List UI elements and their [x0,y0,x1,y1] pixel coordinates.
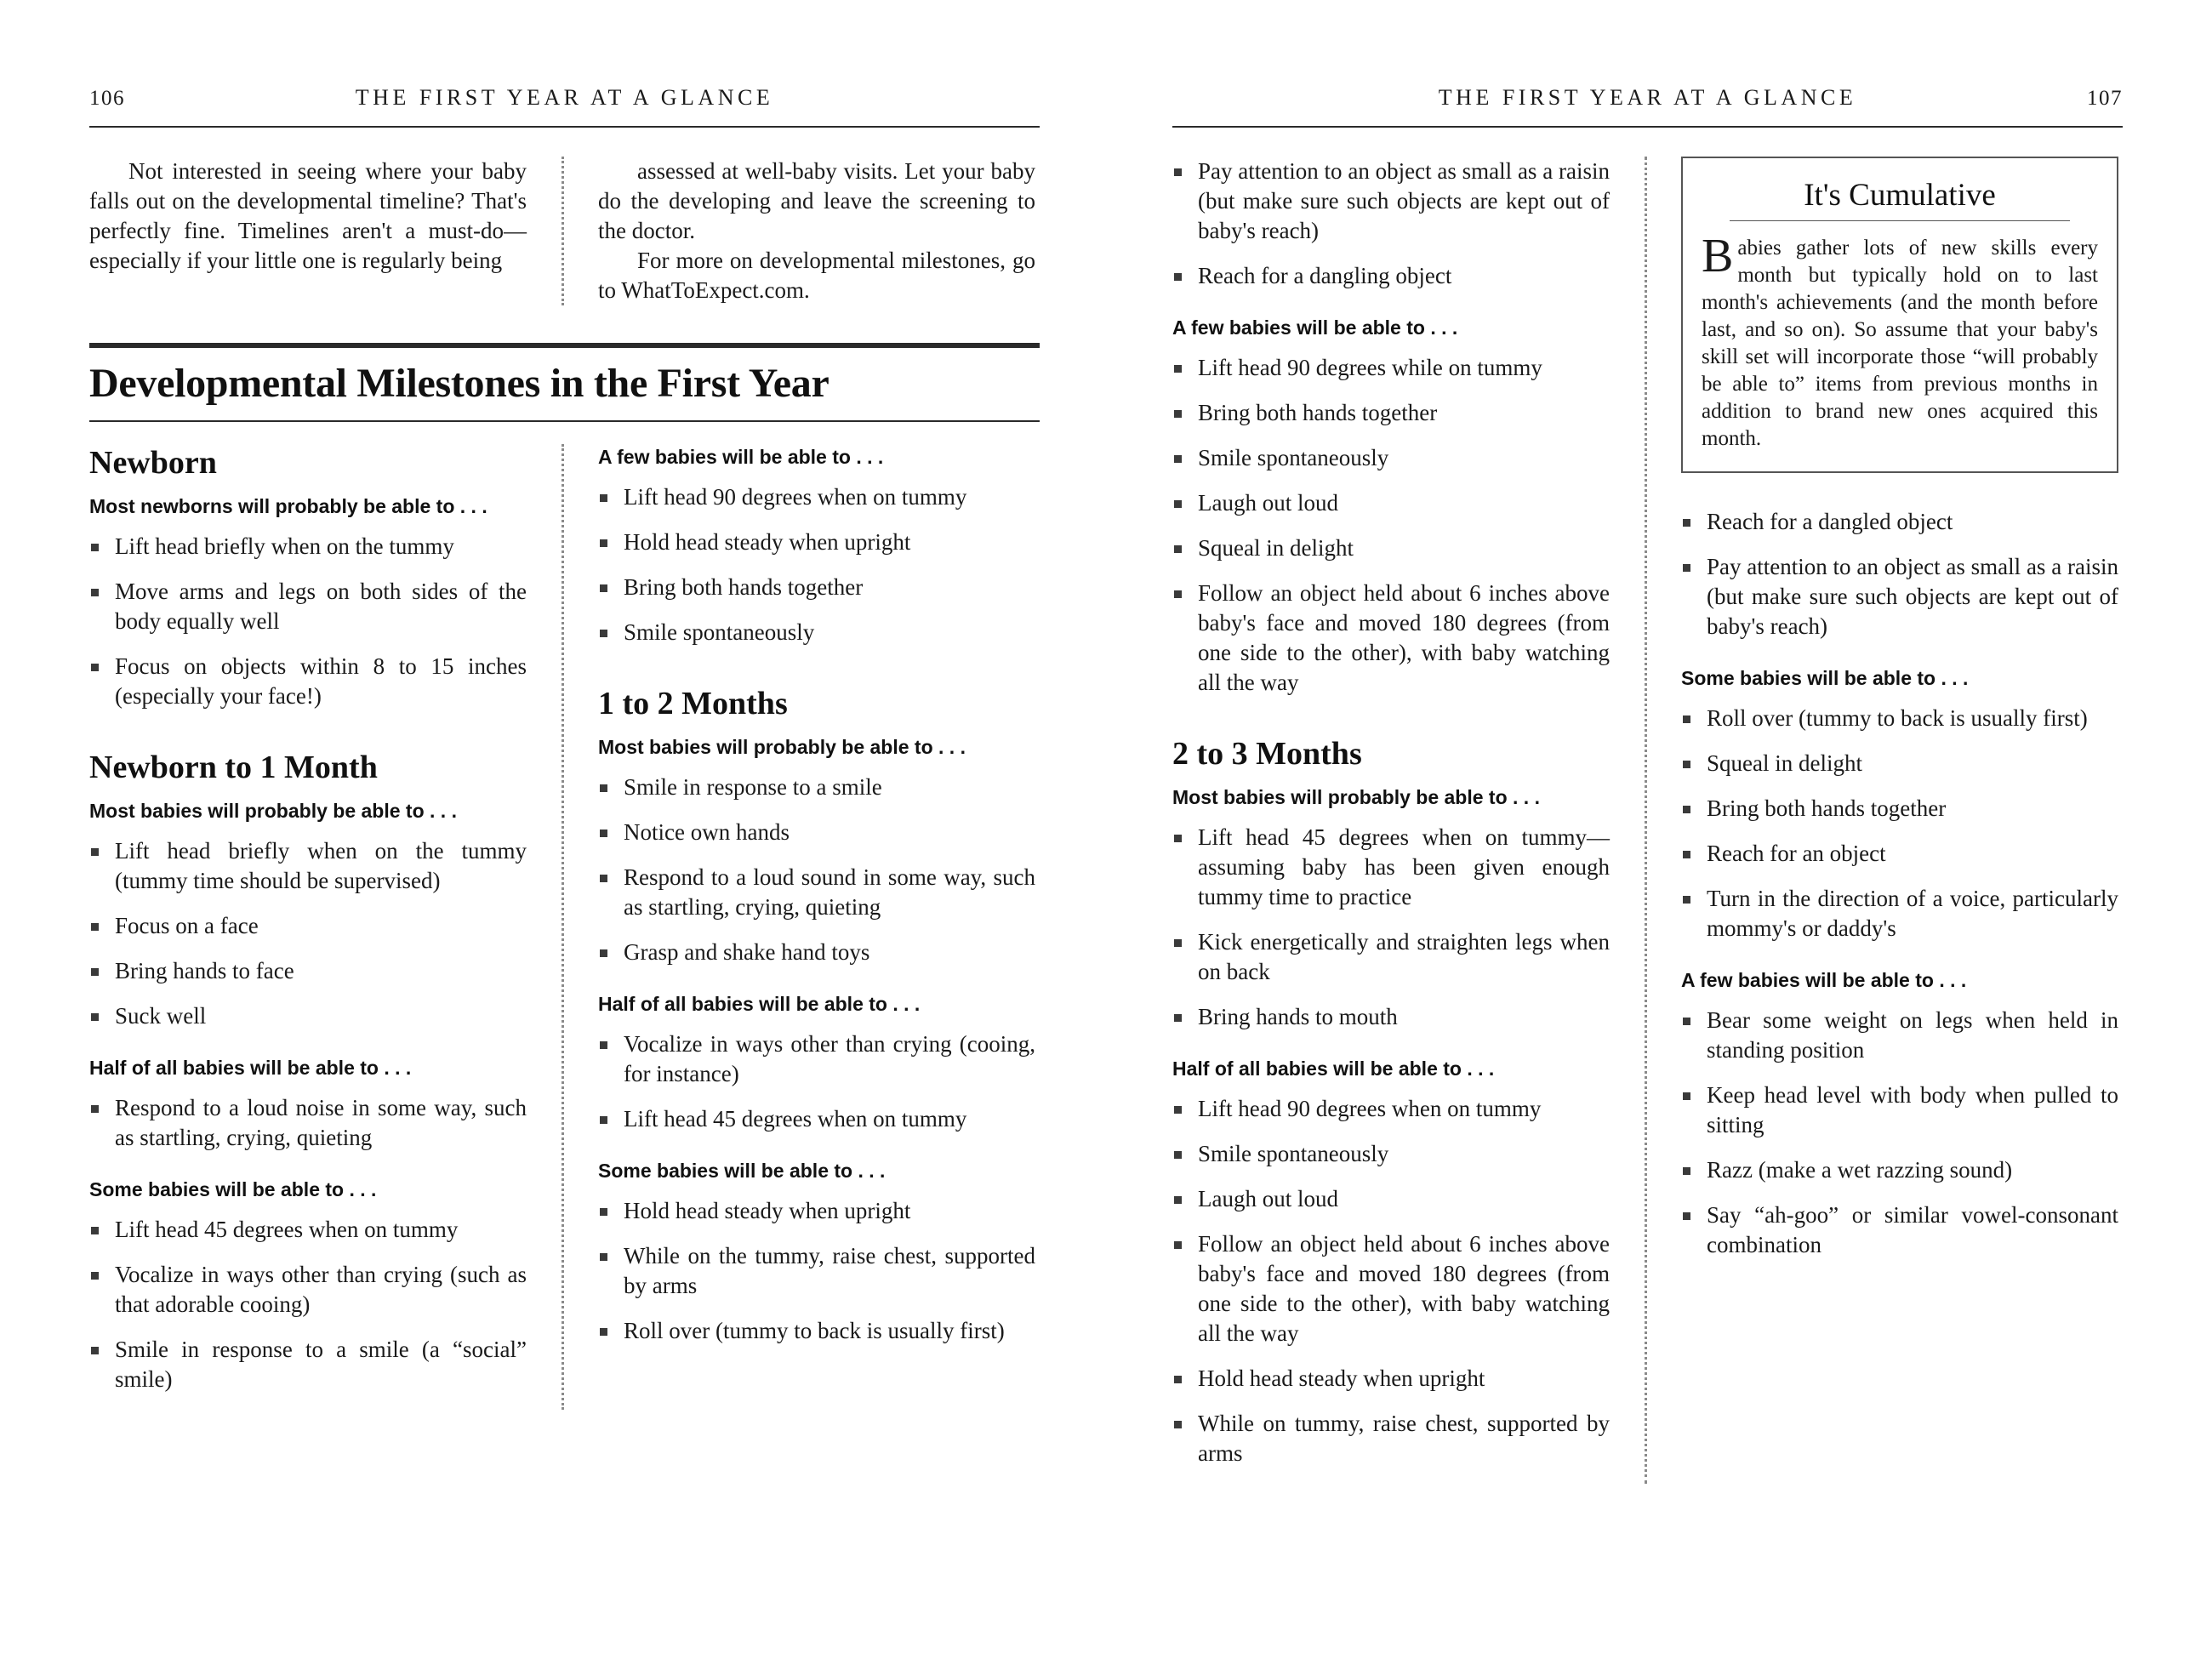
dotted-rule [1645,157,1647,1484]
milestones-columns-left [89,444,1040,1410]
milestone-list [89,532,527,711]
list-item: Pay attention to an object as small as a raisin (but make sure such objects are kept out of baby's reach) [1681,552,2118,641]
list-item: Focus on objects within 8 to 15 inches (especially your face!) [89,652,527,711]
list-item: Move arms and legs on both sides of the body equally well [89,577,527,636]
list-item: Bring both hands together [1172,398,1610,428]
list-item: Smile spontaneously [1172,1139,1610,1169]
list-item: Hold head steady when upright [1172,1364,1610,1394]
list-item: Laugh out loud [1172,488,1610,518]
milestone-list [89,1215,527,1394]
list-item: Follow an object held about 6 inches above baby's face and moved 180 degrees (from one side to the other), with baby watching all the way [1172,1229,1610,1348]
milestone-list [1681,1006,2118,1260]
intro-paragraph-3: For more on developmental milestones, go to WhatToExpect.com. [598,248,1035,303]
list-item: Roll over (tummy to back is usually first) [598,1316,1035,1346]
list-heading: Half of all babies will be able to . . . [89,1057,412,1079]
right-page [1106,0,2212,1659]
milestone-list [1172,353,1610,698]
list-item: Lift head 45 degrees when on tummy [598,1104,1035,1134]
list-heading: Some babies will be able to . . . [1681,667,1969,689]
list-item: Say “ah-goo” or similar vowel-consonant combination [1681,1200,2118,1260]
list-item: Lift head 90 degrees while on tummy [1172,353,1610,383]
milestone-list [598,772,1035,967]
milestone-list [1681,507,2118,641]
list-item: Laugh out loud [1172,1184,1610,1214]
dotted-rule [562,157,564,305]
milestone-list [89,836,527,1031]
list-item: Squeal in delight [1172,533,1610,563]
section-title: Developmental Milestones in the First Year [89,361,830,406]
milestone-list [1681,704,2118,944]
list-item: Bear some weight on legs when held in standing position [1681,1006,2118,1065]
list-item: Grasp and shake hand toys [598,938,1035,967]
list-heading: A few babies will be able to . . . [598,446,884,468]
list-item: Smile in response to a smile (a “social” smile) [89,1335,527,1394]
section-rule [89,420,1040,422]
milestones-column-4 [1681,157,2118,1484]
list-item: Focus on a face [89,911,527,941]
list-item: Keep head level with body when pulled to sitting [1681,1080,2118,1140]
milestone-list [1172,157,1610,291]
sidebar-text: abies gather lots of new skills every month but typically hold on to last month's achievements (and the month before last, and so on). So assume that your baby's skill set will incorporate those “will probably be able to” items from previous months in addition to brand new ones acquired this month. [1702,237,2098,450]
column-divider [527,157,598,305]
list-heading: A few babies will be able to . . . [1172,316,1458,339]
milestones-columns-right [1172,157,2123,1484]
milestone-list [1172,823,1610,1032]
milestone-list [598,1029,1035,1134]
sidebar-title-rule [1730,220,2071,221]
age-heading-newborn: Newborn [89,445,217,481]
list-item: Squeal in delight [1681,749,2118,778]
list-item: While on tummy, raise chest, supported by arms [1172,1409,1610,1468]
list-item: Lift head 45 degrees when on tummy [89,1215,527,1245]
list-item: Roll over (tummy to back is usually first) [1681,704,2118,733]
section-heading-block [89,343,1040,407]
list-heading: Half of all babies will be able to . . . [1172,1058,1495,1080]
intro-paragraph-2: assessed at well-baby visits. Let your baby do the developing and leave the screening to the doctor. [598,158,1035,243]
list-item: Lift head 45 degrees when on tummy—assuming baby has been given enough tummy time to practice [1172,823,1610,912]
list-item: Pay attention to an object as small as a raisin (but make sure such objects are kept out of baby's reach) [1172,157,1610,246]
milestone-list [598,482,1035,647]
list-item: Vocalize in ways other than crying (such as that adorable cooing) [89,1260,527,1320]
list-heading: Most babies will probably be able to . . . [598,736,966,758]
list-item: Lift head 90 degrees when on tummy [598,482,1035,512]
list-heading: Most babies will probably be able to . . . [1172,786,1540,808]
list-heading: Most babies will probably be able to . . . [89,800,457,822]
list-item: Smile in response to a smile [598,772,1035,802]
list-item: Razz (make a wet razzing sound) [1681,1155,2118,1185]
list-heading: A few babies will be able to . . . [1681,969,1967,991]
intro-paragraph-1: Not interested in seeing where your baby falls out on the developmental timeline? That's perfectly fine. Timelines aren't a must-do—especially if your little one is regularly being [89,158,527,273]
list-item: Bring both hands together [1681,794,2118,824]
sidebar-title: It's Cumulative [1804,178,1996,213]
list-item: Vocalize in ways other than crying (cooing, for instance) [598,1029,1035,1089]
milestones-column-1 [89,444,527,1410]
sidebar-body [1702,230,2098,453]
list-item: Kick energetically and straighten legs when on back [1172,927,1610,987]
list-heading: Half of all babies will be able to . . . [598,993,921,1015]
intro-columns [89,157,1040,305]
column-divider [1610,157,1681,1484]
age-heading-newborn-to-1-month: Newborn to 1 Month [89,750,378,785]
milestone-list [89,1093,527,1153]
milestone-list [598,1196,1035,1346]
list-item: Hold head steady when upright [598,527,1035,557]
age-heading-2-to-3-months: 2 to 3 Months [1172,736,1362,772]
list-item: Lift head 90 degrees when on tummy [1172,1094,1610,1124]
list-heading: Some babies will be able to . . . [89,1178,377,1200]
list-item: While on the tummy, raise chest, supported by arms [598,1241,1035,1301]
running-head-title-right: THE FIRST YEAR AT A GLANCE [1438,85,1857,110]
list-item: Reach for a dangling object [1172,261,1610,291]
list-item: Bring both hands together [598,573,1035,602]
list-item: Respond to a loud sound in some way, such as startling, crying, quieting [598,863,1035,922]
intro-column-2 [598,157,1035,305]
list-item: Respond to a loud noise in some way, such as startling, crying, quieting [89,1093,527,1153]
list-item: Bring hands to mouth [1172,1002,1610,1032]
running-head-right [1172,82,2123,128]
list-heading: Most newborns will probably be able to . . . [89,495,487,517]
milestone-list [1172,1094,1610,1468]
page-number-left: 106 [89,87,125,110]
list-item: Smile spontaneously [1172,443,1610,473]
milestones-column-3 [1172,157,1610,1484]
list-item: Smile spontaneously [598,618,1035,647]
list-item: Bring hands to face [89,956,527,986]
list-item: Lift head briefly when on the tummy (tummy time should be supervised) [89,836,527,896]
milestones-column-2 [598,444,1035,1410]
dotted-rule [562,444,564,1410]
age-heading-1-to-2-months: 1 to 2 Months [598,686,788,721]
list-heading: Some babies will be able to . . . [598,1160,886,1182]
running-head-title-left: THE FIRST YEAR AT A GLANCE [355,85,774,110]
list-item: Hold head steady when upright [598,1196,1035,1226]
list-item: Notice own hands [598,818,1035,847]
intro-column-1 [89,157,527,305]
column-divider [527,444,598,1410]
list-item: Suck well [89,1001,527,1031]
list-item: Lift head briefly when on the tummy [89,532,527,562]
list-item: Turn in the direction of a voice, particularly mommy's or daddy's [1681,884,2118,944]
list-item: Reach for a dangled object [1681,507,2118,537]
sidebar-its-cumulative [1681,157,2118,473]
sidebar-dropcap: B [1702,230,1734,282]
running-head-left [89,82,1040,128]
page-number-right: 107 [2087,87,2123,110]
list-item: Follow an object held about 6 inches above baby's face and moved 180 degrees (from one side to the other), with baby watching all the way [1172,579,1610,698]
list-item: Reach for an object [1681,839,2118,869]
